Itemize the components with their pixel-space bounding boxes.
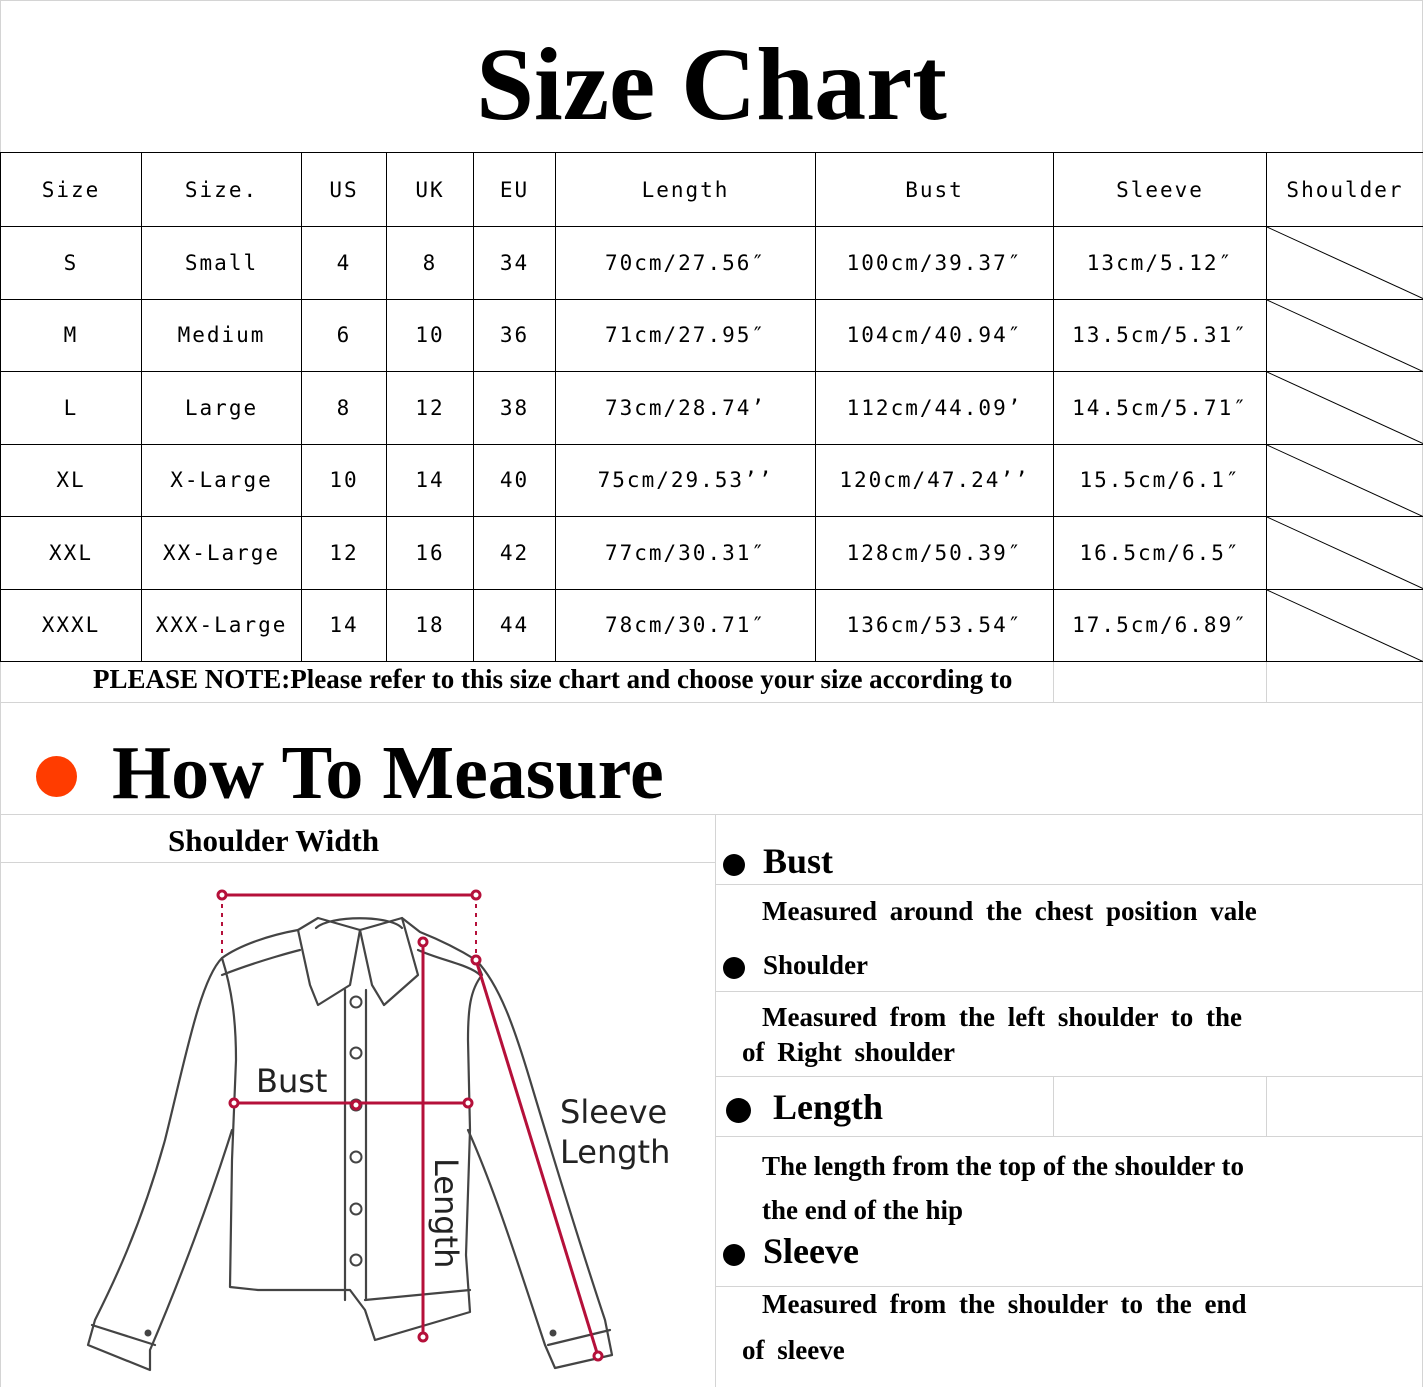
page-title: Size Chart	[476, 27, 947, 142]
table-cell: 8	[302, 372, 387, 445]
bullet-icon	[723, 957, 745, 979]
length-description-line2: the end of the hip	[762, 1195, 964, 1225]
shoulder-description-line1: Measured from the left shoulder to the	[762, 1002, 1242, 1032]
header-cell: Length	[556, 153, 816, 227]
grid-line	[0, 0, 1423, 1]
grid-line	[1053, 1076, 1054, 1136]
table-cell: 40	[474, 444, 556, 517]
grid-line	[715, 991, 1423, 992]
empty-diagonal-cell	[1267, 444, 1423, 517]
table-row	[1, 444, 1423, 517]
grid-line	[0, 702, 1423, 703]
table-cell: XXL	[1, 517, 142, 590]
table-cell: 16.5cm/6.5″	[1054, 517, 1267, 590]
header-cell: US	[302, 153, 387, 227]
grid-line	[715, 1286, 1423, 1287]
how-to-measure-title: How To Measure	[112, 731, 664, 815]
table-cell: XXXL	[1, 589, 142, 662]
grid-line	[715, 1136, 1423, 1137]
table-cell: 6	[302, 299, 387, 372]
grid-line	[1266, 1076, 1267, 1136]
header-cell: EU	[474, 153, 556, 227]
table-cell: 15.5cm/6.1″	[1054, 444, 1267, 517]
grid-line	[1266, 662, 1267, 702]
table-cell: XL	[1, 444, 142, 517]
table-cell: 10	[302, 444, 387, 517]
table-cell: 128cm/50.39″	[816, 517, 1054, 590]
empty-diagonal-cell	[1267, 227, 1423, 300]
shoulder-width-label: Shoulder Width	[168, 823, 380, 858]
bust-description: Measured around the chest position vale	[762, 896, 1257, 926]
bullet-icon	[726, 1098, 751, 1123]
table-cell: Small	[142, 227, 302, 300]
header-cell: UK	[387, 153, 474, 227]
table-cell: 14	[387, 444, 474, 517]
table-cell: X-Large	[142, 444, 302, 517]
table-header-row	[1, 153, 1423, 227]
grid-line	[715, 884, 1423, 885]
table-row	[1, 372, 1423, 445]
table-row	[1, 299, 1423, 372]
grid-line	[715, 1076, 1423, 1077]
table-cell: 73cm/28.74’	[556, 372, 816, 445]
sleeve-diagram-label-line1: Sleeve	[560, 1093, 668, 1131]
table-row	[1, 227, 1423, 300]
length-heading: Length	[773, 1087, 884, 1127]
header-cell: Bust	[816, 153, 1054, 227]
table-cell: 16	[387, 517, 474, 590]
empty-diagonal-cell	[1267, 299, 1423, 372]
table-cell: L	[1, 372, 142, 445]
table-cell: 10	[387, 299, 474, 372]
grid-line	[0, 862, 715, 863]
header-cell: Sleeve	[1054, 153, 1267, 227]
empty-diagonal-cell	[1267, 372, 1423, 445]
length-description-line1: The length from the top of the shoulder to	[762, 1151, 1245, 1181]
table-cell: 36	[474, 299, 556, 372]
table-cell: 34	[474, 227, 556, 300]
table-cell: 42	[474, 517, 556, 590]
table-cell: M	[1, 299, 142, 372]
shoulder-heading: Shoulder	[763, 950, 869, 980]
table-cell: 12	[302, 517, 387, 590]
table-cell: 18	[387, 589, 474, 662]
grid-line	[1053, 662, 1054, 702]
table-cell: 17.5cm/6.89″	[1054, 589, 1267, 662]
sleeve-diagram-label-line2: Length	[560, 1133, 671, 1171]
table-cell: 4	[302, 227, 387, 300]
table-cell: 104cm/40.94″	[816, 299, 1054, 372]
table-cell: 136cm/53.54″	[816, 589, 1054, 662]
jacket-diagram	[60, 870, 700, 1380]
table-cell: 44	[474, 589, 556, 662]
size-note: PLEASE NOTE:Please refer to this size chart and choose your size according to	[93, 664, 1013, 694]
orange-bullet-icon	[36, 756, 77, 797]
table-cell: 120cm/47.24’’	[816, 444, 1054, 517]
sleeve-description-line2: of sleeve	[742, 1335, 845, 1365]
table-cell: 14	[302, 589, 387, 662]
table-cell: 70cm/27.56″	[556, 227, 816, 300]
table-cell: XX-Large	[142, 517, 302, 590]
table-cell: 112cm/44.09’	[816, 372, 1054, 445]
table-cell: 38	[474, 372, 556, 445]
header-cell: Shoulder	[1267, 153, 1423, 227]
bust-heading: Bust	[763, 841, 834, 881]
table-cell: S	[1, 227, 142, 300]
table-row	[1, 589, 1423, 662]
table-cell: 78cm/30.71″	[556, 589, 816, 662]
table-cell: 71cm/27.95″	[556, 299, 816, 372]
table-cell: 12	[387, 372, 474, 445]
table-cell: 77cm/30.31″	[556, 517, 816, 590]
table-row	[1, 517, 1423, 590]
table-cell: XXX-Large	[142, 589, 302, 662]
size-table	[0, 152, 1423, 662]
bullet-icon	[723, 1244, 745, 1266]
sleeve-heading: Sleeve	[763, 1231, 859, 1271]
bust-diagram-label: Bust	[256, 1062, 328, 1100]
table-cell: 13.5cm/5.31″	[1054, 299, 1267, 372]
empty-diagonal-cell	[1267, 517, 1423, 590]
table-cell: Medium	[142, 299, 302, 372]
grid-line	[715, 814, 716, 1387]
bullet-icon	[723, 854, 745, 876]
table-cell: 14.5cm/5.71″	[1054, 372, 1267, 445]
shoulder-description-line2: of Right shoulder	[742, 1037, 956, 1067]
empty-diagonal-cell	[1267, 589, 1423, 662]
length-diagram-label: Length	[427, 1158, 465, 1269]
header-cell: Size.	[142, 153, 302, 227]
sleeve-description-line1: Measured from the shoulder to the end	[762, 1289, 1247, 1319]
table-cell: 8	[387, 227, 474, 300]
table-cell: 100cm/39.37″	[816, 227, 1054, 300]
header-cell: Size	[1, 153, 142, 227]
table-cell: 75cm/29.53’’	[556, 444, 816, 517]
table-cell: 13cm/5.12″	[1054, 227, 1267, 300]
table-cell: Large	[142, 372, 302, 445]
